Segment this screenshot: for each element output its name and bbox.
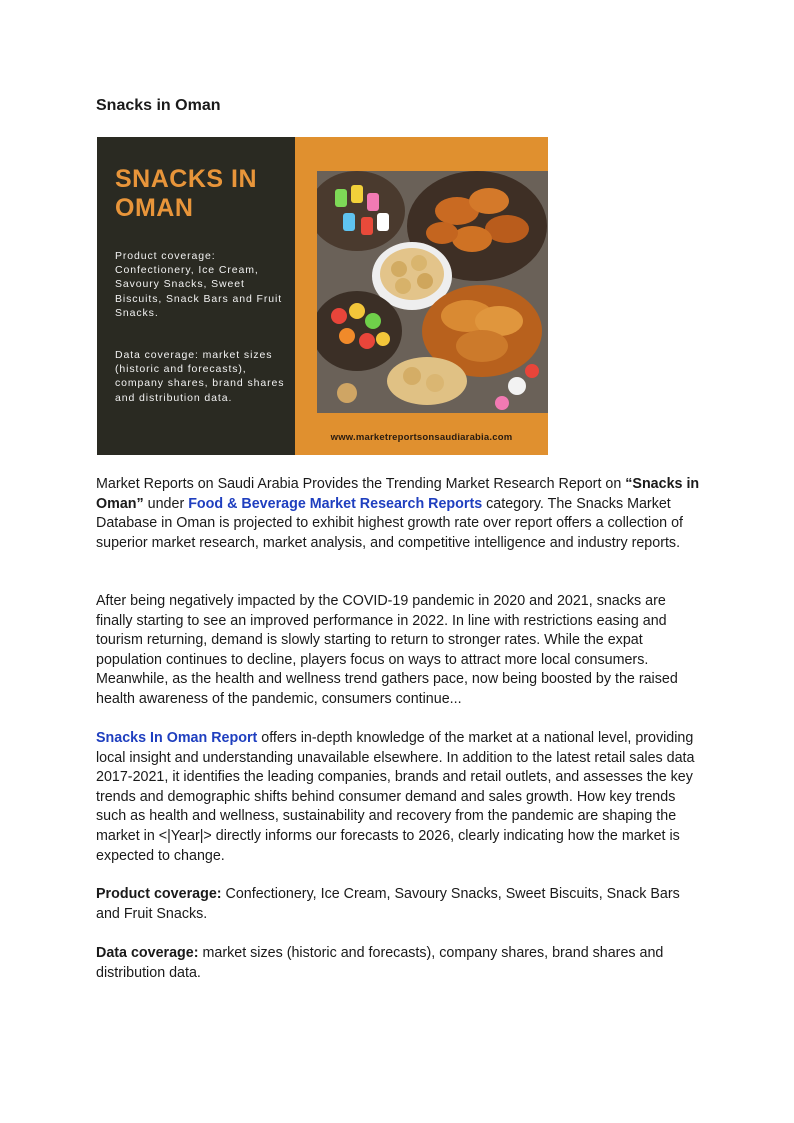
data-coverage-paragraph [96,944,702,983]
banner-dark-panel [97,137,295,455]
report-link[interactable]: Snacks In Oman Report [96,730,258,746]
snacks-photo [317,171,548,413]
snacks-photo-illustration [317,171,548,413]
intro-text-d: category. The Snacks Market Database in Oman is projected to exhibit highest growth rate over report offers a collection of superior market research, market analysis, and competitive intelligence and industry reports. [96,495,684,551]
product-coverage-text: Confectionery, Ice Cream, Savoury Snacks, Sweet Biscuits, Snack Bars and Fruit Snacks. [96,886,680,922]
intro-text-a: Market Reports on Saudi Arabia Provides the Trending Market Research Report on [96,476,626,492]
banner-orange-panel [295,137,548,455]
data-coverage-label: Data coverage: [96,945,199,961]
report-paragraph [96,729,702,866]
banner-data-coverage: Data coverage: market sizes (historic and forecasts), company shares, brand shares and distribution data. [115,349,285,404]
report-banner-image [97,137,548,455]
page-title: Snacks in Oman [96,97,221,114]
banner-url: www.marketreportsonsaudiarabia.com [330,432,513,443]
banner-product-coverage: Product coverage: Confectionery, Ice Cream, Savoury Snacks, Sweet Biscuits, Snack Bars and Fruit Snacks. [115,250,283,319]
covid-paragraph: After being negatively impacted by the COVID-19 pandemic in 2020 and 2021, snacks are finally starting to see an improved performance in 2022. In line with restrictions easing and tourism returning, demand is slowly starting to return to stronger rates. While the expat population continues to decline, players focus on ways to attract more local consumers. Meanwhile, as the health and wellness trend gathers pace, now being boosted by the raised health awareness of the pandemic, consumers continue... [96,593,678,707]
product-coverage-label: Product coverage: [96,886,222,902]
report-text: offers in-depth knowledge of the market at a national level, providing local insight and understanding unavailable elsewhere. In addition to the latest retail sales data 2017-2021, it identifies the leading companies, brands and retail outlets, and assesses the key trends and demographic shifts behind consumer demand and sales growth. How key trends such as health and wellness, sustainability and recovery from the pandemic are shaping the market in <|Year|> directly informs our forecasts to 2026, clearly indicating how the market is expected to change. [96,730,695,864]
intro-paragraph [96,475,702,553]
product-coverage-paragraph [96,885,702,924]
banner-heading: SNACKS IN OMAN [115,165,258,222]
category-link[interactable]: Food & Beverage Market Research Reports [188,495,483,512]
intro-text-c: under [143,495,189,512]
report-title-quote: “Snacks in Oman” [96,476,700,512]
data-coverage-text: market sizes (historic and forecasts), company shares, brand shares and distribution data. [96,945,664,981]
